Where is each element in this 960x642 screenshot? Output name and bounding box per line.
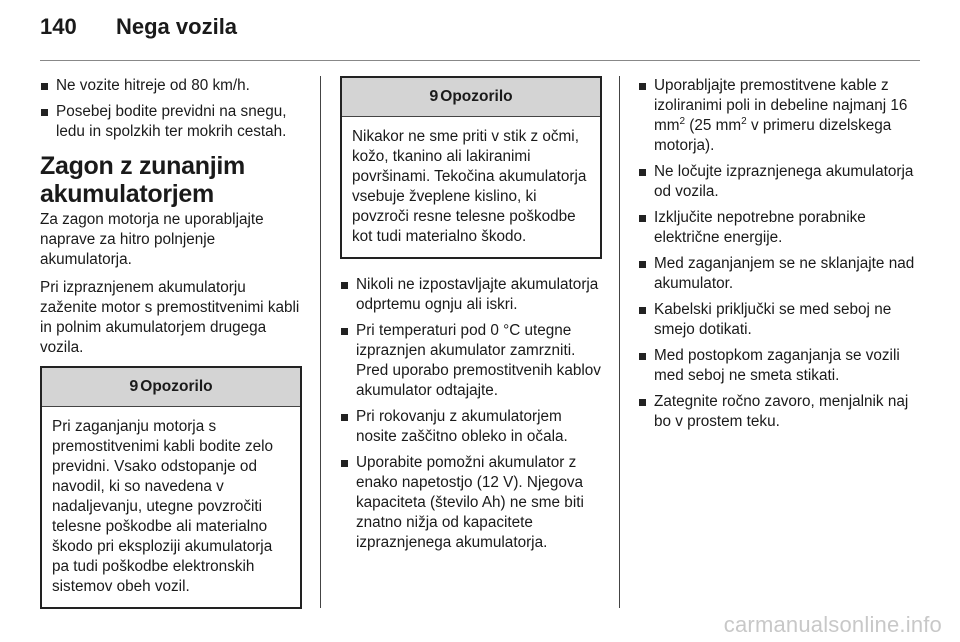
column-3 [638, 76, 923, 438]
header-divider [40, 60, 920, 61]
superscript: 2 [679, 115, 686, 127]
warning-title: Opozorilo [440, 88, 513, 105]
list-item: Kabelski priključki se med seboj ne smejo dotikati. [638, 300, 923, 340]
warning-icon: 9 [129, 378, 139, 395]
section-heading: Zagon z zunanjim akumulatorjem [40, 152, 245, 208]
list-item: Pri rokovanju z akumulatorjem nosite zaščitno obleko in očala. [340, 407, 602, 447]
list-item [638, 76, 923, 156]
list-item: Nikoli ne izpostavljajte akumulatorja odprtemu ognju ali iskri. [340, 275, 602, 315]
list-item: Pri temperaturi pod 0 °C utegne izpraznjen akumulator zamrzniti. Pred uporabo premostitvenih kablov akumulator odtajajte. [340, 321, 602, 401]
list-item: Izključite nepotrebne porabnike električne energije. [638, 208, 923, 248]
warning-header [42, 368, 300, 407]
list-item: Posebej bodite previdni na snegu, ledu in spolzkih ter mokrih cestah. [40, 102, 302, 142]
bullet-list [40, 76, 302, 142]
warning-icon: 9 [429, 88, 439, 105]
list-item: Ne ločujte izpraznjenega akumulatorja od vozila. [638, 162, 923, 202]
warning-box [40, 366, 302, 609]
paragraph: Za zagon motorja ne uporabljajte naprave za hitro polnjenje akumulatorja. [40, 211, 264, 268]
list-item: Ne vozite hitreje od 80 km/h. [40, 76, 302, 96]
column-divider-1 [320, 76, 321, 608]
warning-text: Nikakor ne sme priti v stik z očmi, kožo, tkanino ali lakiranimi površinami. Tekočina akumulatorja vsebuje žveplene kislino, ki povzroči resne telesne poškodbe kot tudi materialno škodo. [352, 128, 587, 245]
watermark: carmanualsonline.info [723, 612, 942, 637]
warning-title: Opozorilo [140, 378, 213, 395]
warning-text: Pri zaganjanju motorja s premostitvenimi kabli bodite zelo previdni. Vsako odstopanje od navodil, ki so navedena v nadaljevanju, utegne povzročiti telesne poškodbe ali materialno škodo pri eksploziji akumulatorja pa tudi poškodbe elektronskih sistemov obeh vozil. [52, 418, 274, 595]
column-divider-2 [619, 76, 620, 608]
bullet-list [638, 76, 923, 432]
list-item-text: Uporabljajte premostitvene kable z izoliranimi poli in debeline najmanj 16 mm [654, 77, 908, 134]
list-item: Med postopkom zaganjanja se vozili med seboj ne smeta stikati. [638, 346, 923, 386]
paragraph: Pri izpraznjenem akumulatorju zaženite motor s premostitvenimi kabli in polnim akumulatorjem drugega vozila. [40, 279, 300, 356]
list-item-text: (25 mm [685, 117, 742, 134]
list-item: Med zaganjanjem se ne sklanjajte nad akumulator. [638, 254, 923, 294]
superscript: 2 [741, 115, 747, 127]
warning-box [340, 76, 602, 259]
column-1 [40, 76, 302, 625]
warning-header [342, 78, 600, 117]
bullet-list [340, 275, 602, 553]
list-item: Uporabite pomožni akumulator z enako napetostjo (12 V). Njegova kapaciteta (število Ah) ne sme biti znatno nižja od kapacitete izpraznjenega akumulatorja. [340, 453, 602, 553]
page-number: 140 [40, 14, 77, 39]
list-item: Zategnite ročno zavoro, menjalnik naj bo v prostem teku. [638, 392, 923, 432]
chapter-title: Nega vozila [116, 14, 238, 39]
column-2 [340, 76, 602, 559]
list-item-text: v primeru dizelskega motorja). [654, 117, 892, 154]
